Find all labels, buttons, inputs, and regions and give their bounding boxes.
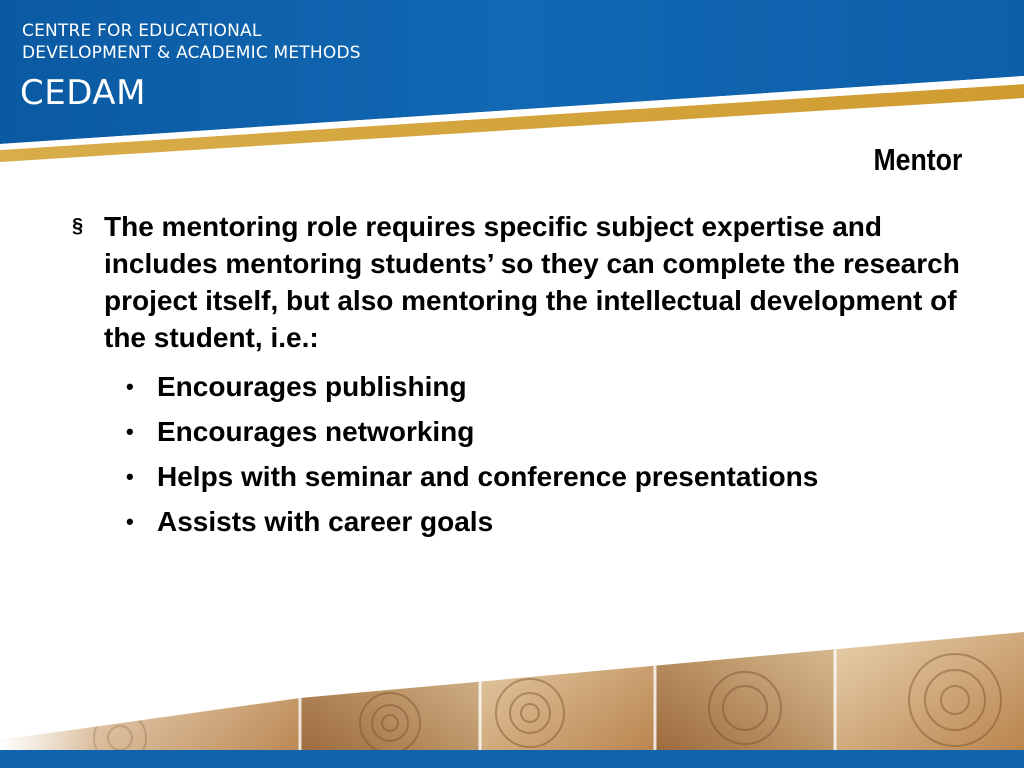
dot-bullet-icon: • bbox=[126, 419, 134, 444]
sub-bullet-item bbox=[126, 499, 970, 544]
sub-bullet-list bbox=[70, 364, 970, 544]
sub-bullet-text: Helps with seminar and conference presentations bbox=[157, 461, 819, 492]
sub-bullet-text: Encourages publishing bbox=[157, 371, 467, 402]
footer-photo-strip bbox=[0, 628, 1024, 768]
main-bullet-text: The mentoring role requires specific subject expertise and includes mentoring students’ so they can complete the research project itself, but also mentoring the intellectual development of the student, i.e.: bbox=[104, 211, 960, 353]
dot-bullet-icon: • bbox=[126, 509, 134, 534]
photo-panels bbox=[0, 628, 1024, 764]
dot-bullet-icon: • bbox=[126, 464, 134, 489]
sub-bullet-item bbox=[126, 454, 970, 499]
sub-bullet-text: Assists with career goals bbox=[157, 506, 494, 537]
dot-bullet-icon: • bbox=[126, 374, 134, 399]
sub-bullet-item bbox=[126, 364, 970, 409]
sub-bullet-text: Encourages networking bbox=[157, 416, 475, 447]
org-name-line2: DEVELOPMENT & ACADEMIC METHODS bbox=[22, 43, 361, 63]
org-name-line1: CENTRE FOR EDUCATIONAL bbox=[22, 21, 262, 41]
main-bullet bbox=[70, 208, 970, 356]
org-name bbox=[22, 20, 361, 64]
slide-content bbox=[70, 208, 970, 544]
sub-bullet-item bbox=[126, 409, 970, 454]
square-bullet-icon: § bbox=[72, 215, 84, 237]
bottom-bar bbox=[0, 750, 1024, 768]
org-acronym: CEDAM bbox=[20, 73, 146, 113]
slide-title: Mentor bbox=[873, 142, 962, 177]
